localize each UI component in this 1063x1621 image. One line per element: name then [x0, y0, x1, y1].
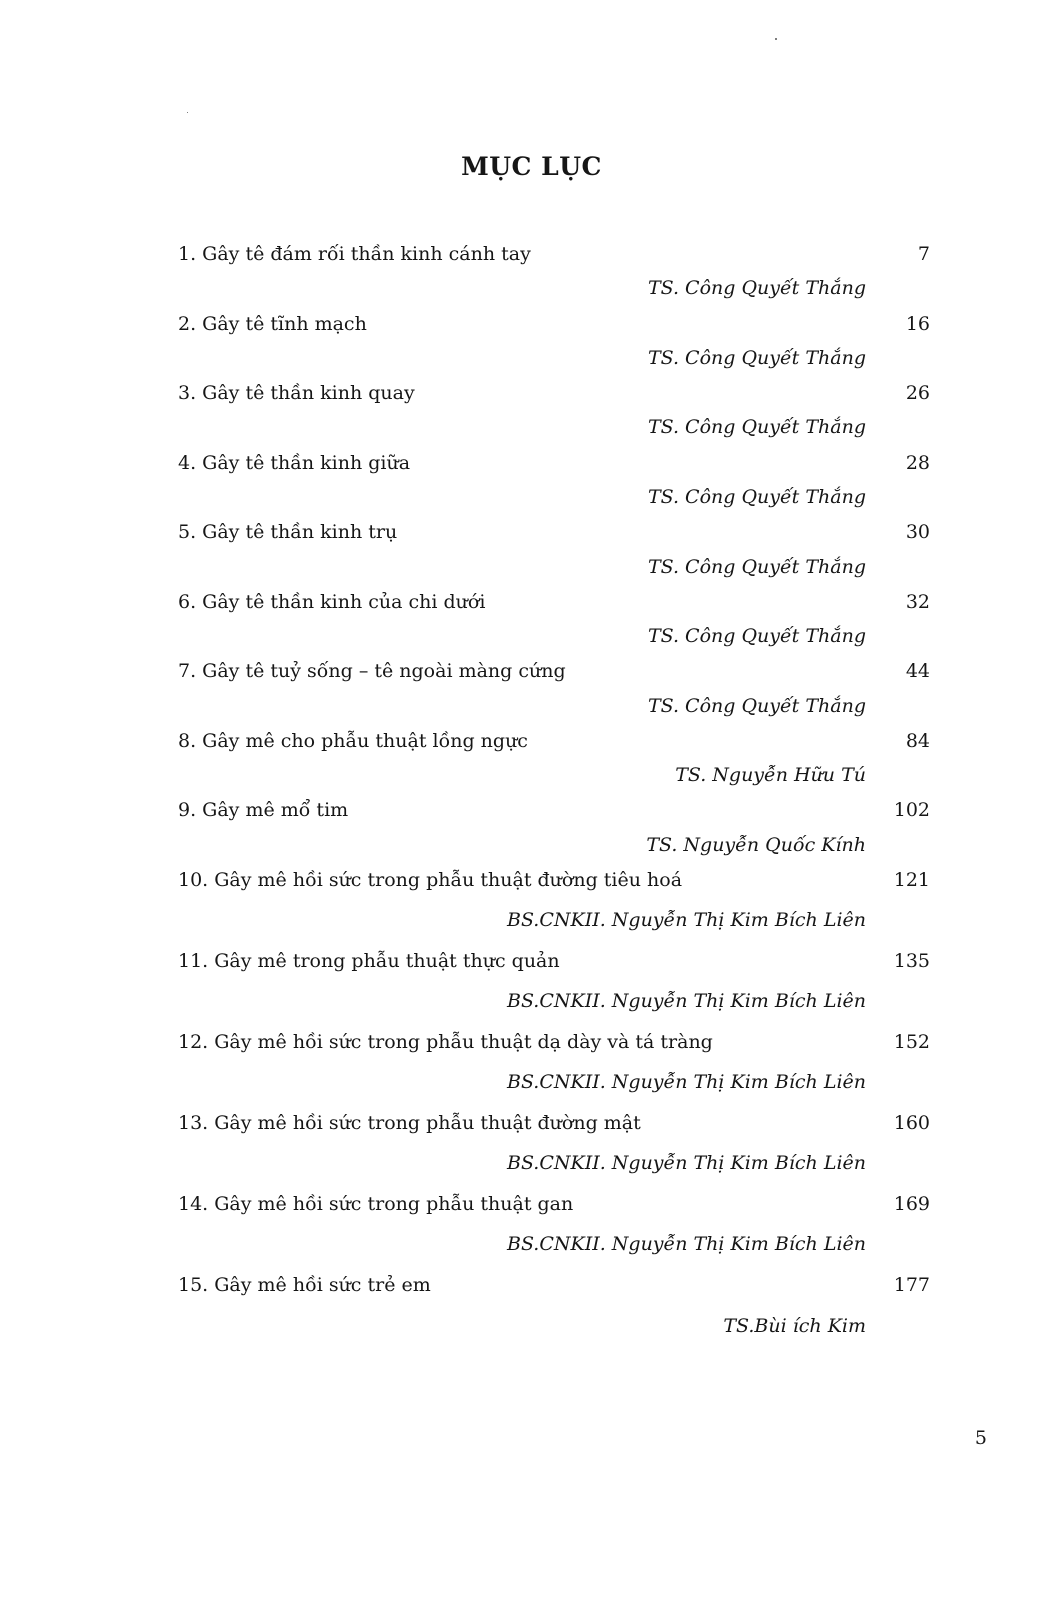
toc-entry-title[interactable]: 13. Gây mê hồi sức trong phẫu thuật đường mật	[178, 1112, 641, 1134]
toc-entry-title[interactable]: 1. Gây tê đám rối thần kinh cánh tay	[178, 243, 531, 265]
scan-speck	[187, 112, 188, 113]
toc-entry-page[interactable]: 177	[893, 1274, 930, 1296]
toc-entry-author: TS. Nguyễn Quốc Kính	[646, 834, 866, 856]
toc-entry-title[interactable]: 6. Gây tê thần kinh của chi dưới	[178, 591, 486, 613]
toc-entry-author: TS. Công Quyết Thắng	[647, 695, 866, 717]
toc-entry-author: BS.CNKII. Nguyễn Thị Kim Bích Liên	[507, 1071, 866, 1093]
toc-entry-title[interactable]: 9. Gây mê mổ tim	[178, 799, 349, 821]
page-number: 5	[974, 1427, 987, 1449]
toc-entry-author: TS. Công Quyết Thắng	[647, 277, 866, 299]
toc-entry-page[interactable]: 102	[893, 799, 930, 821]
toc-entry-page[interactable]: 30	[905, 521, 930, 543]
toc-entry-title[interactable]: 15. Gây mê hồi sức trẻ em	[178, 1274, 431, 1296]
toc-entry-page[interactable]: 44	[905, 660, 930, 682]
toc-entry-author: BS.CNKII. Nguyễn Thị Kim Bích Liên	[507, 909, 866, 931]
toc-entry-author: BS.CNKII. Nguyễn Thị Kim Bích Liên	[507, 1233, 866, 1255]
toc-entry-title[interactable]: 3. Gây tê thần kinh quay	[178, 382, 415, 404]
toc-entry-page[interactable]: 169	[893, 1193, 930, 1215]
toc-entry-page[interactable]: 152	[893, 1031, 930, 1053]
toc-entry-author: TS. Công Quyết Thắng	[647, 556, 866, 578]
toc-entry-page[interactable]: 32	[905, 591, 930, 613]
toc-entry-page[interactable]: 7	[917, 243, 930, 265]
toc-entry-page[interactable]: 160	[893, 1112, 930, 1134]
toc-entry-title[interactable]: 14. Gây mê hồi sức trong phẫu thuật gan	[178, 1193, 574, 1215]
toc-entry-title[interactable]: 12. Gây mê hồi sức trong phẫu thuật dạ dày và tá tràng	[178, 1031, 713, 1053]
toc-entry-author: TS. Công Quyết Thắng	[647, 416, 866, 438]
toc-entry-title[interactable]: 8. Gây mê cho phẫu thuật lồng ngực	[178, 730, 528, 752]
toc-entry-author: TS. Nguyễn Hữu Tú	[675, 764, 866, 786]
toc-entry-title[interactable]: 10. Gây mê hồi sức trong phẫu thuật đường tiêu hoá	[178, 869, 683, 891]
toc-entry-author: TS.Bùi ích Kim	[723, 1315, 866, 1337]
toc-entry-author: TS. Công Quyết Thắng	[647, 625, 866, 647]
toc-entry-author: TS. Công Quyết Thắng	[647, 486, 866, 508]
toc-entry-author: BS.CNKII. Nguyễn Thị Kim Bích Liên	[507, 1152, 866, 1174]
toc-entry-title[interactable]: 4. Gây tê thần kinh giữa	[178, 452, 411, 474]
toc-entry-page[interactable]: 84	[905, 730, 930, 752]
toc-entry-page[interactable]: 26	[905, 382, 930, 404]
toc-entry-page[interactable]: 121	[893, 869, 930, 891]
page-title: MỤC LỤC	[461, 152, 602, 181]
toc-entry-title[interactable]: 7. Gây tê tuỷ sống – tê ngoài màng cứng	[178, 660, 566, 682]
toc-entry-page[interactable]: 16	[905, 313, 930, 335]
toc-entry-author: TS. Công Quyết Thắng	[647, 347, 866, 369]
toc-entry-page[interactable]: 28	[905, 452, 930, 474]
toc-entry-title[interactable]: 5. Gây tê thần kinh trụ	[178, 521, 398, 543]
scan-speck	[775, 38, 777, 40]
toc-entry-page[interactable]: 135	[893, 950, 930, 972]
toc-entry-title[interactable]: 11. Gây mê trong phẫu thuật thực quản	[178, 950, 560, 972]
toc-entry-title[interactable]: 2. Gây tê tĩnh mạch	[178, 313, 367, 335]
toc-entry-author: BS.CNKII. Nguyễn Thị Kim Bích Liên	[507, 990, 866, 1012]
